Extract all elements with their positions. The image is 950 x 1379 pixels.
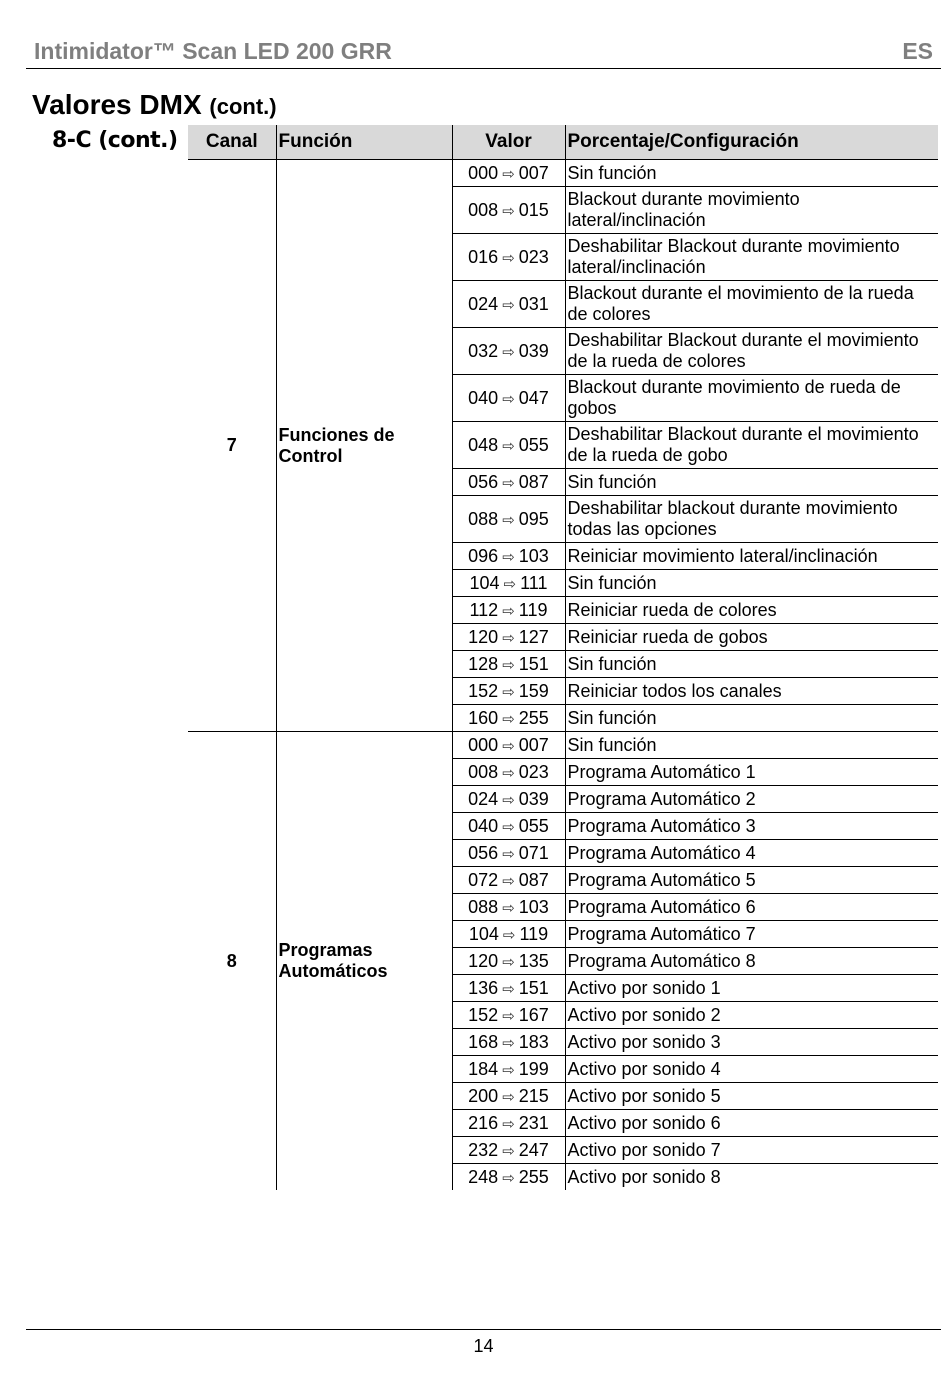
range-arrow-icon: ⇨: [502, 511, 515, 529]
value-range: [452, 678, 565, 705]
value-from: 048: [468, 434, 499, 455]
value-range: [452, 1056, 565, 1083]
value-to: 151: [518, 977, 549, 998]
value-to: 151: [518, 653, 549, 674]
value-range: [452, 1164, 565, 1191]
range-arrow-icon: ⇨: [502, 710, 515, 728]
value-range: [452, 1110, 565, 1137]
value-description: Activo por sonido 3: [565, 1029, 938, 1056]
value-description: Deshabilitar Blackout durante el movimiento de la rueda de colores: [565, 328, 938, 375]
value-range: [452, 597, 565, 624]
value-from: 104: [468, 923, 499, 944]
value-range: [452, 948, 565, 975]
value-range: [452, 375, 565, 422]
range-arrow-icon: ⇨: [502, 437, 515, 455]
value-description: Programa Automático 8: [565, 948, 938, 975]
value-description: Programa Automático 7: [565, 921, 938, 948]
value-description: Sin función: [565, 570, 938, 597]
range-arrow-icon: ⇨: [502, 953, 515, 971]
range-arrow-icon: ⇨: [502, 1115, 515, 1133]
value-from: 136: [468, 977, 499, 998]
value-range: [452, 813, 565, 840]
range-arrow-icon: ⇨: [502, 1061, 515, 1079]
value-description: Programa Automático 3: [565, 813, 938, 840]
value-from: 128: [468, 653, 499, 674]
value-range: [452, 975, 565, 1002]
value-range: [452, 570, 565, 597]
value-description: Activo por sonido 5: [565, 1083, 938, 1110]
value-range: [452, 187, 565, 234]
value-from: 088: [468, 508, 499, 529]
value-from: 120: [468, 950, 499, 971]
value-description: Sin función: [565, 651, 938, 678]
value-range: [452, 705, 565, 732]
channel-function: Programas Automáticos: [276, 732, 452, 1191]
value-from: 168: [468, 1031, 499, 1052]
value-description: Deshabilitar Blackout durante movimiento lateral/inclinación: [565, 234, 938, 281]
value-range: [452, 469, 565, 496]
value-range: [452, 281, 565, 328]
range-arrow-icon: ⇨: [502, 1034, 515, 1052]
range-arrow-icon: ⇨: [502, 818, 515, 836]
value-from: 000: [468, 734, 499, 755]
value-range: [452, 786, 565, 813]
value-to: 087: [518, 471, 549, 492]
value-to: 023: [518, 761, 549, 782]
range-arrow-icon: ⇨: [502, 390, 515, 408]
value-from: 008: [468, 199, 499, 220]
value-to: 199: [518, 1058, 549, 1079]
value-range: [452, 894, 565, 921]
table-row: [188, 160, 938, 187]
value-to: 255: [518, 707, 549, 728]
value-to: 047: [518, 387, 549, 408]
range-arrow-icon: ⇨: [502, 980, 515, 998]
value-description: Deshabilitar blackout durante movimiento todas las opciones: [565, 496, 938, 543]
range-arrow-icon: ⇨: [502, 629, 515, 647]
value-to: 215: [518, 1085, 549, 1106]
value-range: [452, 1083, 565, 1110]
value-to: 087: [518, 869, 549, 890]
value-from: 088: [468, 896, 499, 917]
value-from: 032: [468, 340, 499, 361]
value-range: [452, 422, 565, 469]
range-arrow-icon: ⇨: [502, 249, 515, 267]
range-arrow-icon: ⇨: [502, 737, 515, 755]
value-description: Sin función: [565, 705, 938, 732]
header-porcentaje: Porcentaje/Configuración: [565, 125, 938, 160]
value-description: Blackout durante movimiento lateral/inclinación: [565, 187, 938, 234]
value-description: Programa Automático 1: [565, 759, 938, 786]
value-to: 055: [518, 815, 549, 836]
value-from: 040: [468, 387, 499, 408]
value-to: 039: [518, 340, 549, 361]
value-to: 103: [518, 896, 549, 917]
range-arrow-icon: ⇨: [502, 872, 515, 890]
value-to: 071: [518, 842, 549, 863]
value-range: [452, 328, 565, 375]
value-description: Reiniciar movimiento lateral/inclinación: [565, 543, 938, 570]
value-from: 112: [469, 599, 499, 620]
value-to: 039: [518, 788, 549, 809]
value-to: 231: [518, 1112, 549, 1133]
value-to: 119: [519, 923, 549, 944]
value-to: 055: [518, 434, 549, 455]
value-description: Activo por sonido 1: [565, 975, 938, 1002]
document-title: Intimidator™ Scan LED 200 GRR: [34, 38, 392, 64]
range-arrow-icon: ⇨: [502, 926, 516, 944]
value-range: [452, 543, 565, 570]
value-from: 072: [468, 869, 499, 890]
value-description: Programa Automático 2: [565, 786, 938, 813]
value-range: [452, 1002, 565, 1029]
value-from: 024: [468, 293, 499, 314]
value-from: 000: [468, 162, 499, 183]
table-body: [188, 160, 938, 1191]
value-description: Activo por sonido 7: [565, 1137, 938, 1164]
value-description: Blackout durante el movimiento de la rueda de colores: [565, 281, 938, 328]
mode-label: 8-C (cont.): [52, 128, 178, 153]
section-title-cont: (cont.): [209, 94, 277, 119]
value-range: [452, 867, 565, 894]
value-from: 248: [468, 1166, 499, 1187]
value-range: [452, 1137, 565, 1164]
value-from: 120: [468, 626, 499, 647]
range-arrow-icon: ⇨: [502, 1007, 515, 1025]
value-description: Reiniciar rueda de colores: [565, 597, 938, 624]
value-from: 152: [468, 1004, 499, 1025]
range-arrow-icon: ⇨: [502, 202, 515, 220]
range-arrow-icon: ⇨: [502, 1169, 515, 1187]
value-from: 104: [469, 572, 500, 593]
value-from: 056: [468, 471, 499, 492]
value-to: 119: [518, 599, 548, 620]
header-funcion: Función: [276, 125, 452, 160]
value-from: 200: [468, 1085, 499, 1106]
range-arrow-icon: ⇨: [502, 791, 515, 809]
value-description: Activo por sonido 8: [565, 1164, 938, 1191]
value-range: [452, 496, 565, 543]
range-arrow-icon: ⇨: [502, 548, 515, 566]
value-description: Activo por sonido 2: [565, 1002, 938, 1029]
value-to: 159: [518, 680, 549, 701]
value-to: 135: [518, 950, 549, 971]
page-number: 14: [473, 1336, 494, 1356]
value-from: 008: [468, 761, 499, 782]
language-code: ES: [902, 38, 933, 64]
value-description: Activo por sonido 4: [565, 1056, 938, 1083]
value-range: [452, 921, 565, 948]
value-range: [452, 234, 565, 281]
range-arrow-icon: ⇨: [502, 656, 515, 674]
value-range: [452, 840, 565, 867]
value-from: 216: [468, 1112, 499, 1133]
section-title: [32, 89, 277, 121]
header-canal: Canal: [188, 125, 276, 160]
section-title-text: Valores DMX: [32, 89, 202, 120]
value-to: 103: [518, 545, 549, 566]
range-arrow-icon: ⇨: [502, 1142, 515, 1160]
value-description: Sin función: [565, 160, 938, 187]
value-from: 184: [468, 1058, 499, 1079]
value-range: [452, 651, 565, 678]
value-description: Blackout durante movimiento de rueda de gobos: [565, 375, 938, 422]
value-range: [452, 732, 565, 759]
value-to: 111: [520, 572, 548, 593]
value-from: 016: [468, 246, 499, 267]
value-description: Reiniciar todos los canales: [565, 678, 938, 705]
value-to: 007: [518, 162, 549, 183]
value-description: Activo por sonido 6: [565, 1110, 938, 1137]
value-to: 023: [518, 246, 549, 267]
value-to: 127: [518, 626, 549, 647]
value-from: 160: [468, 707, 499, 728]
value-description: Sin función: [565, 732, 938, 759]
value-range: [452, 1029, 565, 1056]
range-arrow-icon: ⇨: [502, 343, 515, 361]
value-to: 095: [518, 508, 549, 529]
channel-number: 7: [188, 160, 276, 732]
value-from: 056: [468, 842, 499, 863]
value-from: 152: [468, 680, 499, 701]
range-arrow-icon: ⇨: [502, 899, 515, 917]
range-arrow-icon: ⇨: [502, 845, 515, 863]
value-description: Programa Automático 6: [565, 894, 938, 921]
value-to: 247: [518, 1139, 549, 1160]
value-description: Programa Automático 5: [565, 867, 938, 894]
table-row: [188, 732, 938, 759]
value-description: Sin función: [565, 469, 938, 496]
channel-number: 8: [188, 732, 276, 1191]
value-range: [452, 759, 565, 786]
header-valor: Valor: [452, 125, 565, 160]
value-from: 024: [468, 788, 499, 809]
value-from: 040: [468, 815, 499, 836]
range-arrow-icon: ⇨: [502, 1088, 515, 1106]
range-arrow-icon: ⇨: [502, 683, 515, 701]
value-description: Programa Automático 4: [565, 840, 938, 867]
range-arrow-icon: ⇨: [502, 602, 515, 620]
table-header-row: [188, 125, 938, 160]
page-footer: [26, 1329, 941, 1356]
range-arrow-icon: ⇨: [502, 296, 515, 314]
value-from: 096: [468, 545, 499, 566]
dmx-values-table: [188, 125, 938, 1190]
value-description: Reiniciar rueda de gobos: [565, 624, 938, 651]
value-to: 183: [518, 1031, 549, 1052]
range-arrow-icon: ⇨: [503, 575, 517, 593]
page-header: [26, 36, 941, 69]
range-arrow-icon: ⇨: [502, 474, 515, 492]
channel-function: Funciones de Control: [276, 160, 452, 732]
value-to: 255: [518, 1166, 549, 1187]
value-range: [452, 160, 565, 187]
value-to: 031: [518, 293, 549, 314]
range-arrow-icon: ⇨: [502, 764, 515, 782]
value-from: 232: [468, 1139, 499, 1160]
value-description: Deshabilitar Blackout durante el movimiento de la rueda de gobo: [565, 422, 938, 469]
value-to: 015: [518, 199, 549, 220]
value-range: [452, 624, 565, 651]
value-to: 007: [518, 734, 549, 755]
range-arrow-icon: ⇨: [502, 165, 515, 183]
value-to: 167: [518, 1004, 549, 1025]
